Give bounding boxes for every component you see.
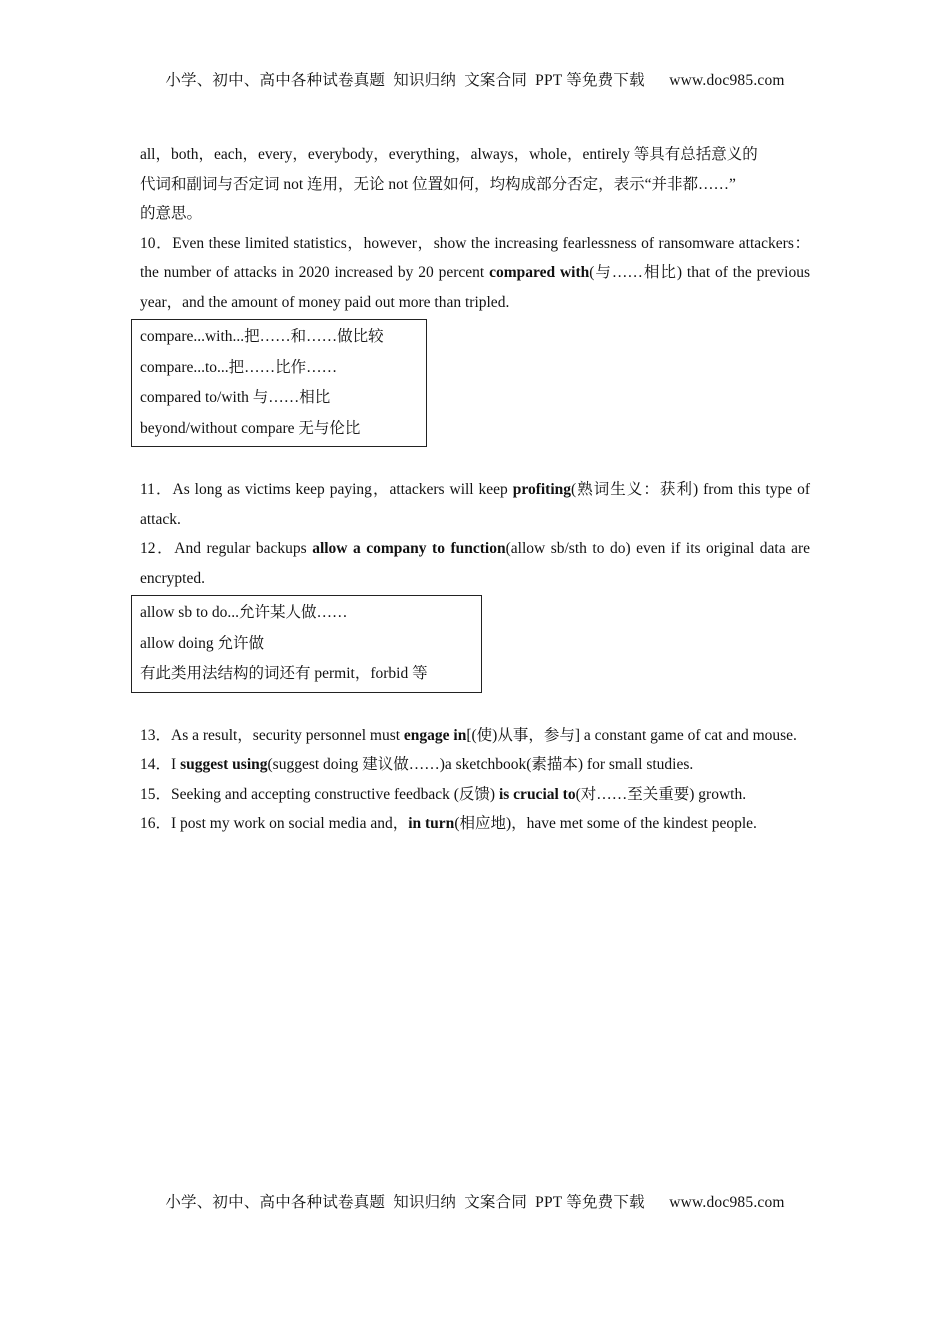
- item-note: (allow sb/sth to do) even if its original data are encrypted.: [140, 540, 811, 587]
- key-phrase: in turn: [408, 815, 455, 832]
- item-text: I: [171, 756, 181, 773]
- item-12: [140, 534, 810, 593]
- item-11: [140, 475, 810, 534]
- item-15: [140, 780, 810, 810]
- intro-line-1: all，both，each，every，everybody，everything，always，whole，entirely 等具有总括意义的: [140, 146, 758, 163]
- item-16: [140, 809, 810, 839]
- intro-line-2: 代词和副词与否定词 not 连用，无论 not 位置如何，均构成部分否定，表示“并非都……”: [140, 175, 736, 193]
- item-number: 11．: [140, 481, 173, 498]
- item-text: And regular backups: [174, 540, 313, 557]
- key-phrase: suggest using: [180, 756, 268, 773]
- key-phrase: is crucial to: [498, 785, 576, 803]
- item-number: 13．: [140, 726, 172, 744]
- item-number: 15．: [140, 785, 172, 803]
- box-line: compare...with...把……和……做比较: [140, 328, 384, 345]
- item-note: (相应地)，have met some of the kindest people.: [454, 815, 757, 832]
- intro-paragraph: [140, 140, 810, 229]
- item-text: As long as victims keep paying，attackers will keep: [172, 481, 513, 498]
- intro-line-3: 的意思。: [140, 205, 203, 222]
- item-14: [140, 750, 810, 780]
- document-body: [140, 140, 810, 839]
- item-13: [140, 721, 810, 751]
- page-footer: [0, 1190, 950, 1212]
- page-header: [0, 68, 950, 90]
- item-number: 10．: [140, 234, 173, 252]
- box-line: beyond/without compare 无与伦比: [140, 419, 361, 437]
- key-phrase: engage in: [403, 726, 467, 744]
- allow-usage-box: [131, 595, 482, 693]
- box-line: allow sb to do...允许某人做……: [140, 604, 348, 621]
- item-number: 14．: [140, 756, 172, 773]
- item-note: [(使)从事，参与] a constant game of cat and mouse.: [466, 726, 797, 744]
- box-line: allow doing 允许做: [140, 634, 264, 652]
- item-note: (熟词生义：获利) from this type of attack.: [140, 481, 810, 528]
- item-10: [140, 229, 810, 318]
- item-text: I post my work on social media and，: [171, 815, 409, 832]
- key-phrase: compared with: [489, 264, 590, 281]
- box-line: compare...to...把……比作……: [140, 358, 338, 376]
- header-text: 小学、初中、高中各种试卷真题 知识归纳 文案合同 PPT 等免费下载: [165, 72, 645, 89]
- footer-text: 小学、初中、高中各种试卷真题 知识归纳 文案合同 PPT 等免费下载: [165, 1194, 645, 1211]
- footer-url[interactable]: www.doc985.com: [669, 1194, 785, 1211]
- item-text: As a result，security personnel must: [171, 726, 404, 744]
- key-phrase: allow a company to function: [312, 540, 506, 557]
- box-line: compared to/with 与……相比: [140, 389, 331, 406]
- key-phrase: profiting: [512, 481, 571, 498]
- header-url[interactable]: www.doc985.com: [669, 72, 785, 89]
- compare-usage-box: [131, 319, 427, 447]
- item-note: (与……相比) that of the previous year，and the amount of money paid out more than tripled.: [140, 264, 810, 311]
- item-note: (suggest doing 建议做……)a sketchbook(素描本) for small studies.: [267, 756, 694, 773]
- item-note: (对……至关重要) growth.: [575, 785, 747, 803]
- spacer: [140, 447, 810, 475]
- item-number: 16．: [140, 815, 172, 832]
- item-text: Seeking and accepting constructive feedback (反馈): [171, 785, 499, 803]
- spacer: [140, 693, 810, 721]
- item-text: Even these limited statistics，however，show the increasing fearlessness of ransomware attackers：the number of attacks in 2020 increased by 20 percent: [140, 234, 810, 281]
- box-line: 有此类用法结构的词还有 permit，forbid 等: [140, 665, 428, 682]
- item-number: 12．: [140, 540, 175, 557]
